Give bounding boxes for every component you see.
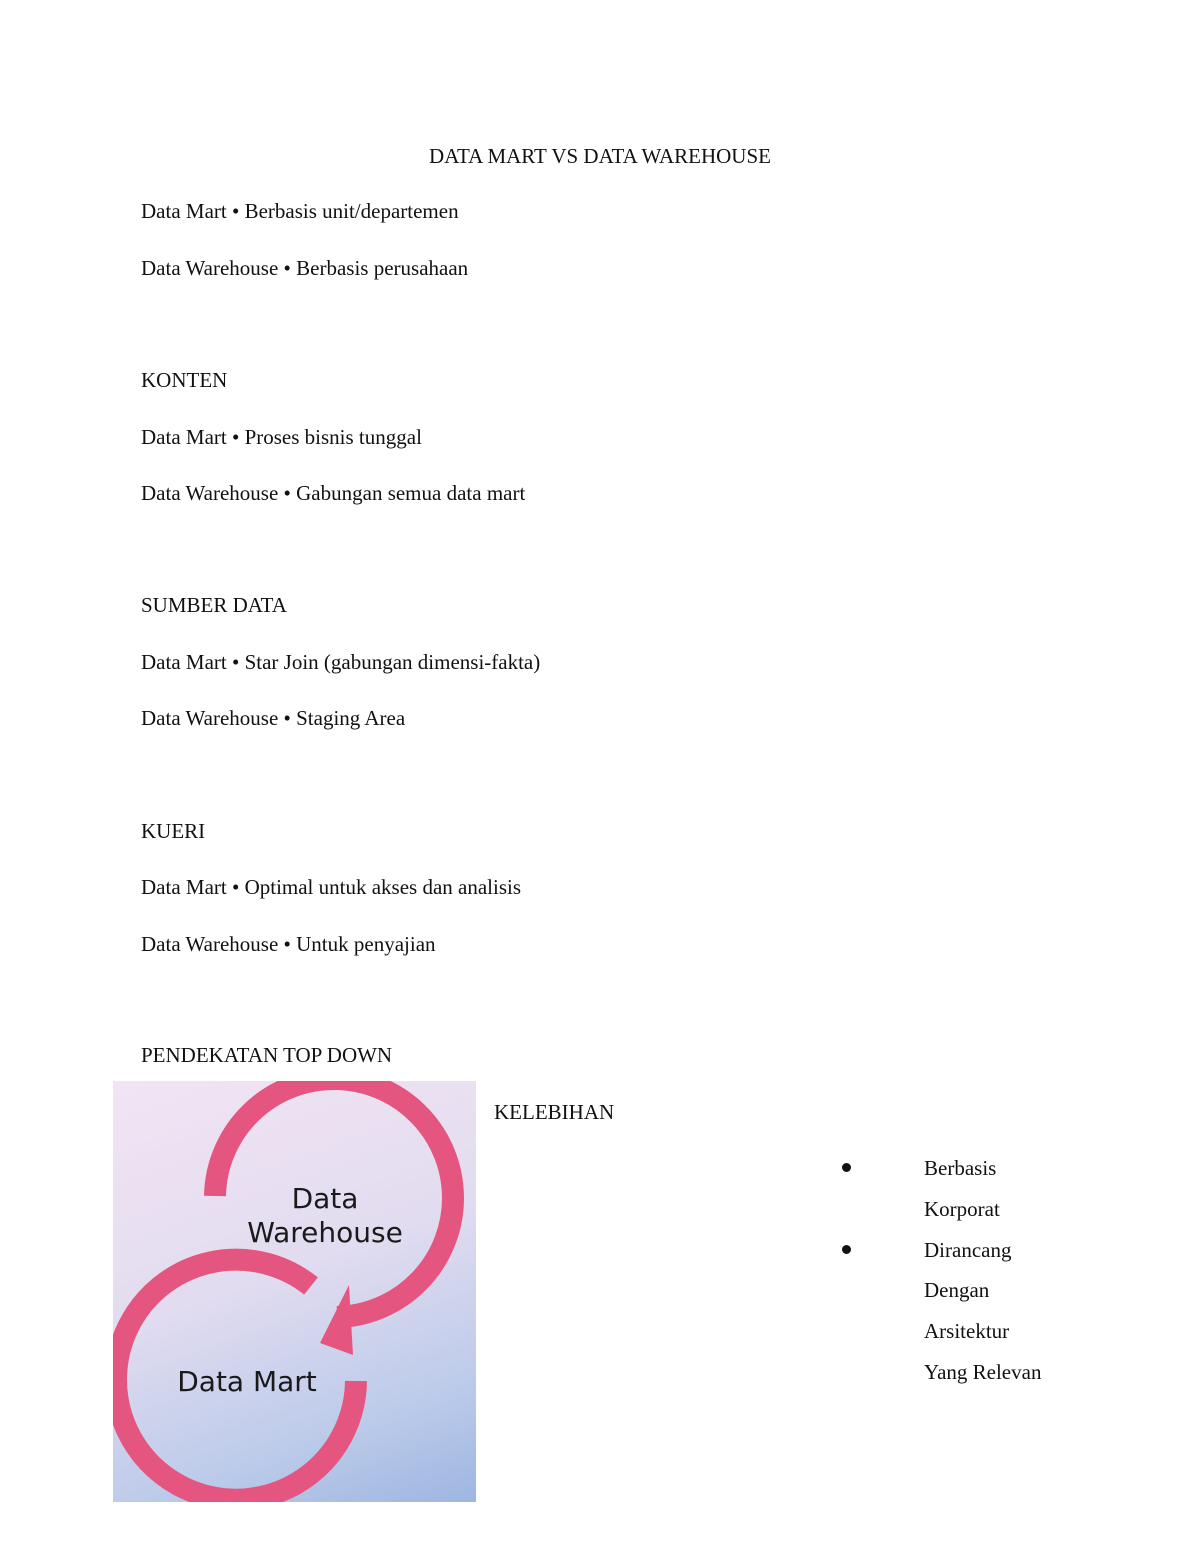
- sumber-data-mart-line: Data Mart • Star Join (gabungan dimensi-fakta): [141, 650, 541, 674]
- intro-warehouse-line: Data Warehouse • Berbasis perusahaan: [141, 256, 469, 280]
- advantage-1-line-1: Berbasis: [924, 1156, 997, 1180]
- document-title: DATA MART VS DATA WAREHOUSE: [429, 144, 771, 168]
- kueri-mart-line: Data Mart • Optimal untuk akses dan analisis: [141, 875, 522, 899]
- section-heading-sumber-data: SUMBER DATA: [141, 593, 287, 617]
- diagram-label-data-mart: Data Mart: [177, 1365, 317, 1398]
- advantage-2-line-3: Arsitektur: [924, 1319, 1010, 1343]
- advantage-1-line-2: Korporat: [924, 1197, 1000, 1221]
- konten-warehouse-line: Data Warehouse • Gabungan semua data mart: [141, 481, 526, 505]
- approach-heading: PENDEKATAN TOP DOWN: [141, 1043, 393, 1067]
- advantage-2-line-4: Yang Relevan: [924, 1360, 1042, 1384]
- diagram-label-warehouse-line1: Data: [291, 1182, 359, 1215]
- diagram-label-warehouse-line2: Warehouse: [247, 1216, 403, 1249]
- section-heading-konten: KONTEN: [141, 368, 228, 392]
- cycle-diagram-svg: [113, 1081, 476, 1502]
- warehouse-arrow-head: [320, 1285, 353, 1355]
- advantages-heading: KELEBIHAN: [494, 1100, 615, 1124]
- advantage-2-line-2: Dengan: [924, 1278, 990, 1302]
- intro-mart-line: Data Mart • Berbasis unit/departemen: [141, 199, 459, 223]
- konten-mart-line: Data Mart • Proses bisnis tunggal: [141, 425, 422, 449]
- section-heading-kueri: KUERI: [141, 819, 206, 843]
- top-down-diagram: [113, 1081, 476, 1502]
- sumber-data-warehouse-line: Data Warehouse • Staging Area: [141, 706, 406, 730]
- bullet-marker: [842, 1245, 851, 1254]
- advantage-2-line-1: Dirancang: [924, 1238, 1012, 1262]
- kueri-warehouse-line: Data Warehouse • Untuk penyajian: [141, 932, 436, 956]
- bullet-marker: [842, 1163, 851, 1172]
